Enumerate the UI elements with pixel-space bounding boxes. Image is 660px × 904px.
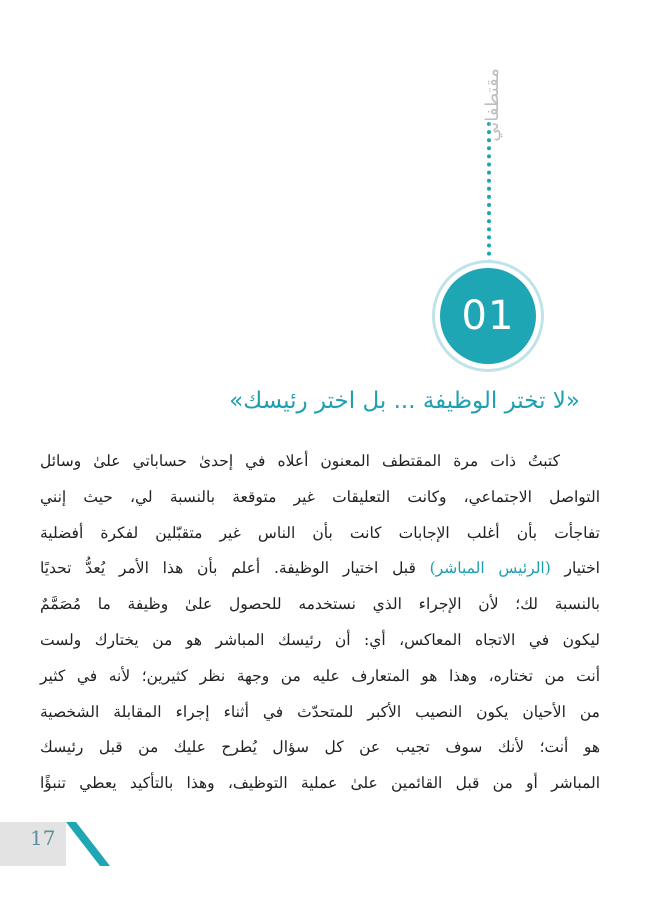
body-line: كتبتُ ذات مرة المقتطف المعنون أعلاه في إحدىٰ حساباتي علىٰ وسائل: [40, 452, 560, 470]
body-line: تفاجأت بأن أغلب الإجابات كانت بأن الناس غير متقبّلين لفكرة أفضلية: [40, 523, 600, 542]
body-text-segment: قبل اختيار الوظيفة. أعلم بأن هذا الأمر يُعدُّ تحديًا: [40, 559, 430, 578]
section-heading: «لا تختر الوظيفة ... بل اختر رئيسك»: [229, 388, 580, 414]
body-line: أنت من تختاره، وهذا هو المتعارف عليه من وجهة نظر كثيرين؛ لأنه في كثير: [40, 666, 600, 685]
page-number: 17: [30, 826, 56, 850]
body-line: المباشر أو من قبل القائمين علىٰ عملية التوظيف، وهذا بالتأكيد يعطي تنبؤًا: [40, 774, 600, 793]
body-line: هو أنت؛ لأنك سوف تجيب عن كل سؤال يُطرح عليك من قبل رئيسك: [40, 738, 600, 757]
body-line: من الأحيان يكون النصيب الأكبر للمتحدّث في أثناء إجراء المقابلة الشخصية: [40, 702, 600, 721]
body-text-segment: اختيار: [550, 559, 600, 578]
chapter-number: 01: [461, 293, 515, 339]
body-line: بالنسبة لك؛ لأن الإجراء الذي نستخدمه للحصول علىٰ وظيفة ما مُصَمَّمٌ: [40, 595, 600, 614]
body-line: التواصل الاجتماعي، وكانت التعليقات غير متوقعة بالنسبة لي، حيث إنني: [40, 487, 600, 506]
body-line: ليكون في الاتجاه المعاكس، أي: أن رئيسك المباشر هو من يختارك ولست: [40, 630, 600, 649]
chapter-side-label: مقتطفاتي: [482, 68, 503, 142]
highlighted-term: (الرئيس المباشر): [429, 559, 551, 578]
